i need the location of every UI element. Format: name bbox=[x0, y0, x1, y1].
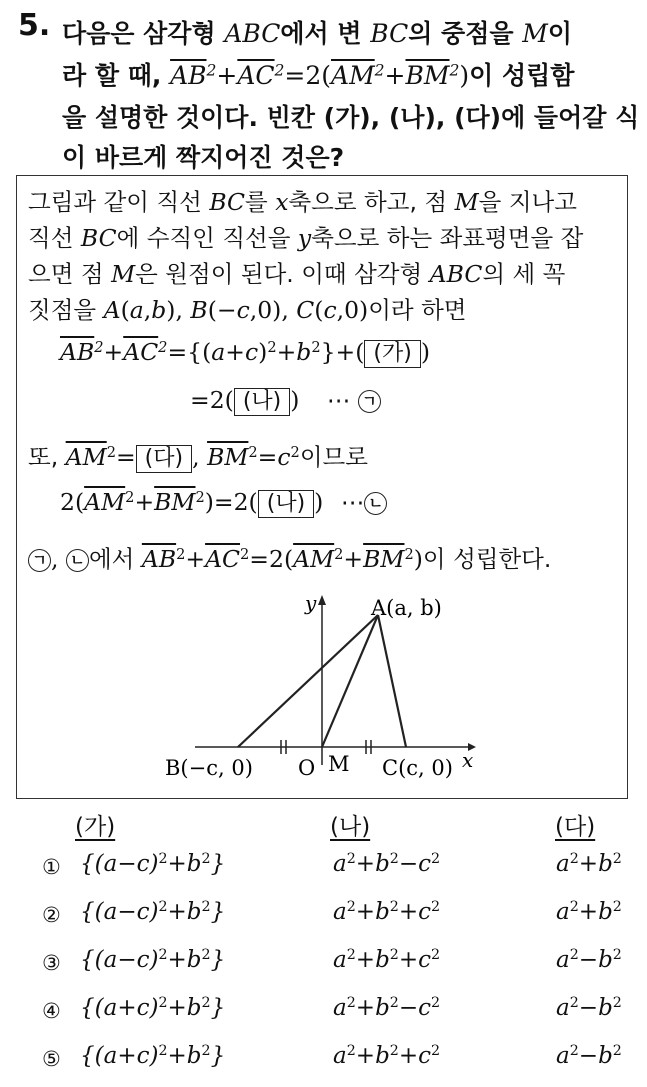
question-number: 5. bbox=[18, 8, 51, 43]
label-o: O bbox=[298, 756, 316, 780]
choice-number: ⑤ bbox=[42, 1047, 61, 1071]
y-axis-arrow bbox=[318, 595, 326, 605]
question-line-3: 을 설명한 것이다. 빈칸 (가), (나), (다)에 들어갈 식 bbox=[62, 103, 640, 132]
segment-ac bbox=[378, 615, 406, 747]
choice-da: $a^2+b^2$ bbox=[556, 851, 622, 877]
header-ga: (가) bbox=[75, 814, 116, 840]
choice-number: ① bbox=[42, 855, 61, 879]
proof-eq-4: $2(\overline{AM}^2+\overline{BM}^2)=2$( (나) ) ⋯ ㄴ bbox=[60, 488, 387, 518]
proof-eq-3: 또, $\overline{AM}^2=$ (다) , $\overline{BM}^2=c^2$이므로 bbox=[28, 443, 368, 471]
circle-ref-1: ㄱ bbox=[28, 549, 51, 572]
label-y: y bbox=[305, 591, 317, 615]
blank-ga: (가) bbox=[364, 340, 420, 368]
segment-am bbox=[322, 615, 378, 747]
choice-da: $a^2+b^2$ bbox=[556, 899, 622, 925]
choice-da: $a^2-b^2$ bbox=[556, 1043, 622, 1069]
choice-ga: $\{(a+c)^2+b^2\}$ bbox=[80, 1043, 226, 1069]
choice-da: $a^2-b^2$ bbox=[556, 995, 622, 1021]
choice-ga: $\{(a-c)^2+b^2\}$ bbox=[80, 947, 226, 973]
choice-ga: $\{(a+c)^2+b^2\}$ bbox=[80, 995, 226, 1021]
blank-na-1: (나) bbox=[234, 388, 290, 416]
proof-line-1: 그림과 같이 직선 BC를 x축으로 하고, 점 M을 지나고 bbox=[28, 188, 577, 216]
choice-na: $a^2+b^2+c^2$ bbox=[333, 899, 441, 925]
question-line-2: 라 할 때, $\overline{AB}^2+\overline{AC}^2=2(\overline{AM}^2+\overline{BM}^2)$이 성립함 bbox=[62, 61, 575, 90]
label-c: C(c, 0) bbox=[382, 756, 453, 780]
label-x: x bbox=[462, 748, 474, 772]
choice-number: ④ bbox=[42, 999, 61, 1023]
choice-number: ② bbox=[42, 903, 61, 927]
proof-conclusion: ㄱ , ㄴ 에서 $\overline{AB}^2+\overline{AC}^2=2(\overline{AM}^2+\overline{BM}^2)$이 성립한다. bbox=[28, 540, 551, 574]
proof-line-2: 직선 BC에 수직인 직선을 y축으로 하는 좌표평면을 잡 bbox=[28, 224, 584, 252]
proof-line-3: 으면 점 M은 원점이 된다. 이때 삼각형 ABC의 세 꼭 bbox=[28, 260, 566, 288]
question-line-1: 다음은 삼각형 ABC에서 변 BC의 중점을 M이 bbox=[62, 19, 572, 48]
header-da: (다) bbox=[555, 814, 596, 840]
choice-na: $a^2+b^2+c^2$ bbox=[333, 1043, 441, 1069]
label-b: B(−c, 0) bbox=[165, 756, 253, 780]
choice-ga: $\{(a-c)^2+b^2\}$ bbox=[80, 851, 226, 877]
circle-label-2: ㄴ bbox=[364, 492, 387, 515]
blank-da: (다) bbox=[136, 445, 192, 473]
circle-label-1: ㄱ bbox=[358, 390, 381, 413]
choice-na: $a^2+b^2-c^2$ bbox=[333, 851, 441, 877]
choice-da: $a^2-b^2$ bbox=[556, 947, 622, 973]
header-na: (나) bbox=[330, 814, 371, 840]
equation-main: $\overline{AB}^2+\overline{AC}^2=2(\overline{AM}^2+\overline{BM}^2)$ bbox=[170, 61, 470, 90]
proof-line-4: 짓점을 A(a,b), B(−c,0), C(c,0)이라 하면 bbox=[28, 296, 467, 324]
coordinate-figure bbox=[150, 585, 490, 790]
question-line-4: 이 바르게 짝지어진 것은? bbox=[62, 143, 345, 172]
segment-ab bbox=[238, 615, 378, 747]
circle-ref-2: ㄴ bbox=[66, 549, 89, 572]
choice-ga: $\{(a-c)^2+b^2\}$ bbox=[80, 899, 226, 925]
choice-number: ③ bbox=[42, 951, 61, 975]
label-m: M bbox=[328, 752, 350, 776]
choice-na: $a^2+b^2-c^2$ bbox=[333, 995, 441, 1021]
proof-eq-1: $\overline{AB}^2+\overline{AC}^2=\{(a+c)^2+b^2\}+$( (가) ) bbox=[60, 338, 430, 366]
proof-eq-2: =2( (나) ) ⋯ ㄱ bbox=[190, 386, 381, 416]
blank-na-2: (나) bbox=[258, 490, 314, 518]
choice-na: $a^2+b^2+c^2$ bbox=[333, 947, 441, 973]
label-a: A(a, b) bbox=[371, 596, 442, 620]
